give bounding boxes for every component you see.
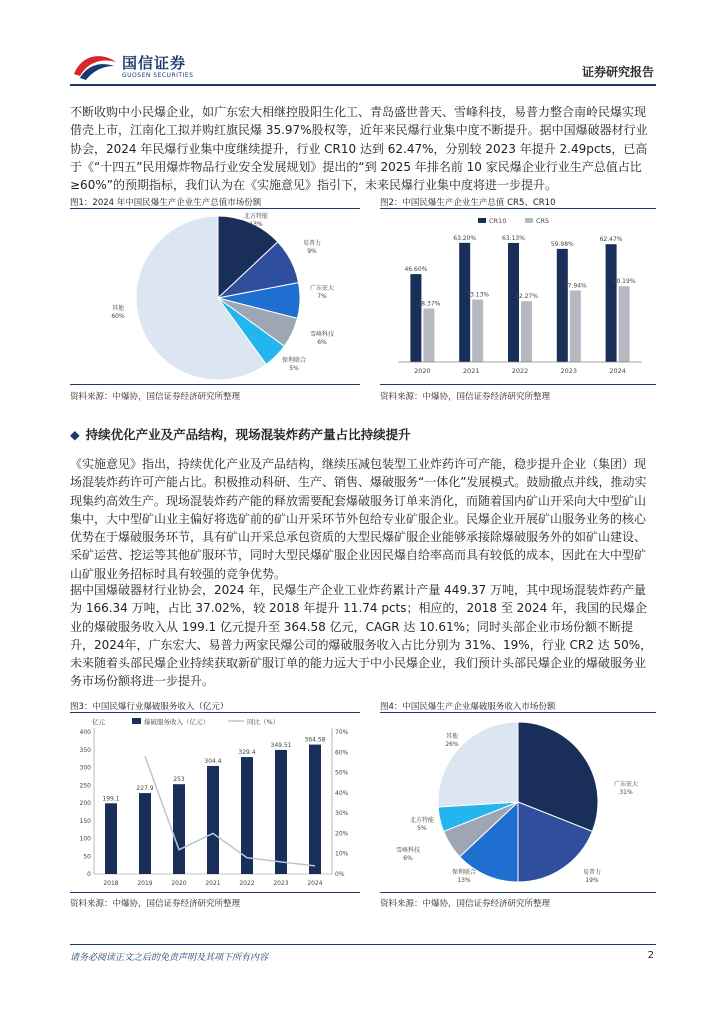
pie-label-3: 雪峰科技 [309,331,335,338]
cr10-bar [557,249,568,362]
fig2-title: 图2：中国民爆生产企业生产总值 CR5、CR10 [380,198,556,208]
y2-tick-label: 0% [335,871,345,878]
pie-value-1: 19% [585,877,599,884]
logo-en: GUOSEN SECURITIES [122,72,194,79]
fig2-source: 资料来源：中爆协，国信证券经济研究所整理 [380,392,551,402]
x-tick-label: 2020 [414,367,431,375]
fig3-unit-label: 亿元 [92,718,105,726]
cr5-bar [423,309,434,362]
x-tick-label: 2024 [609,367,626,375]
cr5-value-label: 32.27% [515,293,538,301]
legend-revenue-swatch [132,718,141,724]
revenue-value-label: 227.9 [136,785,154,793]
paragraph-2: 《实施意见》指出，持续优化产业及产品结构，继续压减包装型工业炸药许可产能，稳步提升企业（集团）现场混装炸药许可产能占比。积极推动科研、生产、销售、爆破服务“一体化”发展模式。鼓励撤点并线，推动实现集约高效生产。现场混装炸药产能的释放需要配套爆破服务订单来消化，而随着国内矿山开采向大中型矿山集中，大中型矿山业主偏好将选矿前的矿山开采环节外包给专业矿服企业。民爆企业开展矿山服务业务的核心优势在于爆破服务环节，具有矿山开采总承包资质的大型民爆矿服企业能够承接除爆破服务外的如矿山建设、采矿运营、挖运等其他矿服环节，同时大型民爆矿服企业因民爆自给率高而具有较低的成本，因此在大中型矿山矿服业务招标时具有较强的竞争优势。 [70,457,647,581]
legend-cr10-swatch [478,218,486,223]
page-number: 2 [647,950,654,961]
y2-tick-label: 10% [335,850,349,858]
cr5-value-label: 28.37% [417,300,441,308]
pie-value-1: 9% [307,248,317,255]
fig3-title-rule [70,712,360,713]
cr5-bar [521,301,532,362]
y-tick-label: 400 [79,729,91,736]
revenue-value-label: 253 [173,776,185,784]
revenue-value-label: 349.51 [270,741,292,749]
revenue-bar [105,803,117,874]
fig1-slices [136,216,300,380]
x-tick-label: 2024 [307,880,323,887]
cr10-value-label: 63.20% [453,234,477,242]
cr10-bar [459,243,470,362]
y-tick-label: 100 [79,835,91,843]
fig1-title: 图1：2024 年中国民爆生产企业生产总值市场份额 [70,198,262,208]
x-tick-label: 2020 [171,880,187,887]
paragraph-3: 据中国爆破器材行业协会，2024 年，民爆生产企业工业炸药累计产量 449.37 万吨，其中现场混装炸药产量为 166.34 万吨，占比 37.02%，较 2018 年提升 11.74 pcts；相应的，2018 至 2024 年，我国的民爆企业的爆破服务收入从 199.1 亿元提升至 364.58 亿元，CAGR 达 10.61%；同时头部企业市场份额不断提升，2024年，广东宏大、易普力两家民爆公司的爆破服务收入占比分别为 31%、19%，行业 CR2 达 50%，未来随着头部民爆企业持续获取新矿服订单的能力远大于中小民爆企业，我们预计头部民爆企业的爆破服务业务市场份额将进一步提升。 [70,583,653,689]
section-heading-text: 持续优化产业及产品结构，现场混装炸药产量占比持续提升 [85,427,411,442]
cr10-value-label: 59.98% [550,240,574,248]
pie-value-3: 6% [403,855,413,862]
pie-value-2: 13% [457,877,471,884]
y2-tick-label: 50% [335,769,349,777]
revenue-bar [139,793,151,874]
x-tick-label: 2022 [511,367,529,375]
cr10-bar [606,244,617,362]
fig2-x-ticks [414,367,626,375]
fig3-combo-chart [70,714,360,890]
pie-label-3: 雪峰科技 [395,847,421,854]
y2-tick-label: 60% [335,749,349,757]
pie-value-2: 7% [317,293,327,300]
revenue-value-label: 329.4 [238,749,256,757]
cr5-bar [619,286,630,362]
fig4-title: 图4：中国民爆生产企业爆破服务收入市场份额 [380,702,556,712]
fig1-pie-chart [70,210,360,380]
revenue-bar [207,766,219,874]
cr10-value-label: 46.60% [404,266,428,274]
y2-tick-label: 30% [335,810,349,818]
pie-label-4: 北方特能 [409,817,435,824]
fig3-x-ticks [103,880,322,887]
revenue-bar [275,750,287,874]
cr10-bar [508,243,519,362]
pie-label-1: 易普力 [302,240,322,247]
pie-label-1: 易普力 [582,869,602,876]
fig1-source-rule [70,384,360,385]
fig4-source: 资料来源：中爆协，国信证券经济研究所整理 [380,899,551,909]
x-tick-label: 2022 [239,880,255,887]
y2-tick-label: 70% [335,729,349,736]
cr10-bar [410,274,421,362]
x-tick-label: 2019 [137,880,153,887]
pie-label-0: 北方特能 [243,213,269,220]
legend-cr5: CR5 [536,217,550,225]
logo [72,50,202,84]
pie-value-3: 6% [317,339,327,346]
diamond-icon: ◆ [70,427,80,442]
fig2-legend [478,217,549,225]
pie-label-2: 广东宏大 [309,285,335,292]
fig2-bar-chart [380,210,656,380]
fig3-yoy-line [145,756,315,866]
legend-revenue: 爆破服务收入（亿元） [144,718,209,726]
cr5-value-label: 37.94% [563,282,587,290]
legend-cr5-swatch [525,218,533,223]
footer-disclaimer: 请务必阅读正文之后的免责声明及其项下所有内容 [70,953,269,963]
revenue-value-label: 364.58 [304,736,326,744]
y-tick-label: 0 [87,871,91,878]
y-tick-label: 150 [79,817,91,825]
fig1-source: 资料来源：中爆协，国信证券经济研究所整理 [70,392,241,402]
fig2-bars [404,235,635,362]
section-heading [70,425,411,443]
revenue-bar [241,757,253,874]
revenue-value-label: 199.1 [102,795,120,803]
cr5-value-label: 40.19% [612,278,636,286]
x-tick-label: 2021 [205,880,221,887]
y2-tick-label: 40% [335,789,349,797]
revenue-value-label: 304.4 [204,757,222,765]
cr10-value-label: 63.13% [502,234,525,242]
fig3-y2-ticks [335,729,349,878]
y2-tick-label: 20% [335,830,349,838]
revenue-bar [309,745,321,874]
cr5-bar [570,290,581,362]
report-type: 证券研究报告 [581,65,654,79]
fig2-title-rule [380,208,656,209]
pie-value-4: 5% [417,825,427,832]
y-tick-label: 350 [79,746,91,754]
cr5-value-label: 33.13% [466,291,490,299]
fig4-pie-chart [380,714,656,890]
yoy-line [145,756,315,866]
header-rule [70,84,656,86]
x-tick-label: 2023 [560,367,578,375]
fig3-y-ticks [80,729,92,878]
x-tick-label: 2018 [103,880,119,887]
legend-cr10: CR10 [489,217,507,225]
revenue-bar [173,784,185,874]
pie-value-0: 13% [249,221,263,228]
paragraph-1: 不断收购中小民爆企业，如广东宏大相继控股阳生化工、青岛盛世普天、雪峰科技，易普力整合南岭民爆实现借壳上市，江南化工拟并购红旗民爆 35.97%股权等，近年来民爆行业集中度不断提升。据中国爆破器材行业协会，2024 年民爆行业集中度继续提升，行业 CR10 达到 62.47%，分别较 2023 年提升 2.49pcts，已高于《“十四五”民用爆炸物品行业安全发展规划》提出的“到 2025 年排名前 10 家民爆企业行业生产总值占比≥60%”的预期指标，我们认为在《实施意见》指引下，未来民爆行业集中度将进一步提升。 [70,105,648,193]
pie-value-0: 31% [619,789,633,796]
fig3-bars [102,737,325,874]
y-tick-label: 50 [83,853,91,861]
pie-label-0: 广东宏大 [613,781,639,788]
y-tick-label: 300 [79,764,91,772]
pie-value-5: 26% [445,741,459,748]
fig3-source-rule [70,892,360,893]
legend-yoy: 同比（%） [247,718,280,726]
logo-cn: 国信证券 [122,54,187,72]
fig3-legend [132,717,279,726]
logo-mark [72,50,118,82]
cr5-bar [472,300,483,362]
y-tick-label: 200 [79,800,91,807]
footer-rule [70,944,656,945]
fig4-title-rule [380,712,656,713]
fig4-source-rule [380,892,656,893]
y-tick-label: 250 [79,782,91,790]
x-tick-label: 2023 [273,880,289,887]
fig1-title-rule [70,208,360,209]
pie-label-2: 保利联合 [451,869,477,876]
fig3-title: 图3：中国民爆行业爆破服务收入（亿元） [70,702,229,712]
pie-value-5: 60% [111,313,125,320]
fig2-source-rule [380,384,656,385]
x-tick-label: 2021 [462,367,480,375]
fig3-source: 资料来源：中爆协，国信证券经济研究所整理 [70,899,241,909]
cr10-value-label: 62.47% [599,236,623,244]
pie-label-4: 保利联合 [281,357,307,364]
pie-value-4: 5% [289,365,299,372]
fig4-slices [438,722,598,882]
pie-label-5: 其他 [111,305,125,312]
pie-label-5: 其他 [445,733,459,740]
